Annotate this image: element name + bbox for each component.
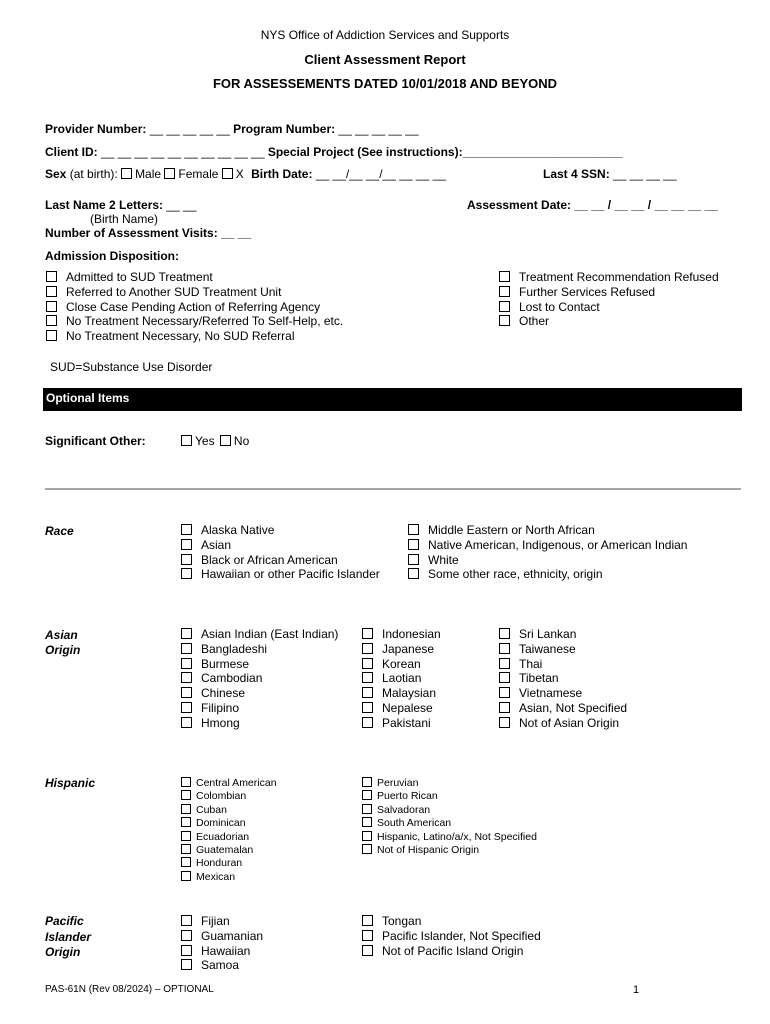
hispanic-option[interactable]: [362, 831, 537, 844]
hispanic-option-label: Guatemalan: [196, 844, 254, 857]
birth-date-field[interactable]: __ __/__ __/__ __ __ __: [315, 167, 446, 181]
hispanic-option[interactable]: [181, 777, 277, 790]
sex-label: Sex: [45, 167, 67, 181]
race-option-label: Native American, Indigenous, or American Indian: [428, 537, 688, 552]
admission-option-checkbox[interactable]: [499, 301, 510, 312]
race-option-checkbox[interactable]: [408, 554, 419, 565]
hispanic-option[interactable]: [181, 871, 277, 884]
hispanic-option-checkbox[interactable]: [181, 857, 191, 867]
birth-name-note: (Birth Name): [90, 212, 159, 226]
pacific-option[interactable]: [362, 944, 541, 959]
admission-option[interactable]: [46, 285, 343, 300]
significant-other-no-label: No: [233, 434, 250, 448]
program-number-label: Program Number:: [233, 122, 336, 136]
asian-option[interactable]: [362, 716, 441, 731]
provider-row: [45, 122, 419, 136]
visits-field[interactable]: __ __: [221, 226, 252, 240]
hispanic-option-label: Colombian: [196, 790, 247, 803]
race-options-col1: [181, 523, 380, 582]
assessment-date-group: [467, 198, 718, 212]
special-project-field[interactable]: ________________________: [462, 145, 623, 159]
race-option-label: Asian: [201, 537, 232, 552]
hispanic-option-checkbox[interactable]: [181, 804, 191, 814]
race-option[interactable]: [181, 538, 380, 553]
pacific-option[interactable]: [181, 929, 263, 944]
pacific-option-label: Not of Pacific Island Origin: [382, 943, 524, 958]
asian-option-checkbox[interactable]: [362, 702, 373, 713]
hispanic-option[interactable]: [181, 790, 277, 803]
ssn-label: Last 4 SSN:: [543, 167, 610, 181]
asian-option-label: Not of Asian Origin: [519, 715, 620, 730]
asian-origin-label-line2: Origin: [45, 643, 81, 657]
sud-footnote: SUD=Substance Use Disorder: [50, 360, 213, 374]
admission-option[interactable]: [46, 300, 343, 315]
sex-female-label: Female: [178, 167, 219, 181]
hispanic-option-checkbox[interactable]: [181, 817, 191, 827]
asian-option-checkbox[interactable]: [362, 658, 373, 669]
asian-option-checkbox[interactable]: [181, 717, 192, 728]
form-subtitle: FOR ASSESSEMENTS DATED 10/01/2018 AND BEYOND: [212, 76, 558, 91]
asian-option-label: Cambodian: [201, 671, 263, 686]
admission-option-checkbox[interactable]: [46, 286, 57, 297]
hispanic-option[interactable]: [181, 831, 277, 844]
admission-option-checkbox[interactable]: [46, 330, 57, 341]
asian-option-label: Asian, Not Specified: [519, 700, 628, 715]
hispanic-option-checkbox[interactable]: [181, 831, 191, 841]
pacific-option-label: Hawaiian: [201, 943, 251, 958]
hispanic-option[interactable]: [362, 777, 537, 790]
birth-date-label: Birth Date:: [251, 167, 313, 181]
asian-option[interactable]: [362, 627, 441, 642]
asian-options-col2: [362, 627, 441, 731]
hispanic-option[interactable]: [362, 844, 537, 857]
client-id-label: Client ID:: [45, 145, 98, 159]
hispanic-option-checkbox[interactable]: [362, 817, 372, 827]
special-project-label: Special Project (See instructions):: [267, 145, 463, 159]
section-divider: [45, 488, 741, 490]
asian-option[interactable]: [499, 642, 627, 657]
admission-option-label: Referred to Another SUD Treatment Unit: [66, 284, 282, 299]
asian-option-checkbox[interactable]: [362, 628, 373, 639]
asian-option-label: Indonesian: [382, 627, 441, 641]
hispanic-option-label: Salvadoran: [377, 803, 431, 816]
hispanic-option-checkbox[interactable]: [362, 844, 372, 854]
admission-option-label: Close Case Pending Action of Referring Agency: [66, 299, 321, 314]
asian-option-checkbox[interactable]: [362, 672, 373, 683]
asian-option-label: Laotian: [382, 671, 422, 686]
race-option-checkbox[interactable]: [408, 539, 419, 550]
race-option-checkbox[interactable]: [408, 524, 419, 535]
hispanic-option[interactable]: [181, 844, 277, 857]
race-option[interactable]: [408, 523, 687, 538]
asian-option-label: Japanese: [382, 641, 435, 656]
admission-option-label: Admitted to SUD Treatment: [66, 270, 213, 284]
admission-option-checkbox[interactable]: [46, 301, 57, 312]
asian-option[interactable]: [181, 701, 338, 716]
asian-option-label: Sri Lankan: [519, 627, 577, 641]
asian-option[interactable]: [362, 657, 441, 672]
hispanic-option-checkbox[interactable]: [362, 790, 372, 800]
race-option-label: Middle Eastern or North African: [428, 523, 595, 537]
admission-option-label: Treatment Recommendation Refused: [519, 270, 719, 284]
admission-option[interactable]: [46, 314, 343, 329]
admission-option-checkbox[interactable]: [46, 315, 57, 326]
admission-option[interactable]: [499, 285, 719, 300]
asian-option[interactable]: [499, 627, 627, 642]
asian-option[interactable]: [362, 686, 441, 701]
asian-option-label: Korean: [382, 656, 421, 671]
asian-option[interactable]: [181, 716, 338, 731]
pacific-option-checkbox[interactable]: [362, 930, 373, 941]
page-number: 1: [633, 984, 640, 996]
race-option[interactable]: [408, 553, 687, 568]
asian-option[interactable]: [181, 671, 338, 686]
asian-option-checkbox[interactable]: [181, 628, 192, 639]
hispanic-option-checkbox[interactable]: [362, 777, 372, 787]
asian-option-label: Pakistani: [382, 715, 431, 730]
sex-male-checkbox[interactable]: [121, 168, 132, 179]
admission-option-checkbox[interactable]: [46, 271, 57, 282]
admission-option-checkbox[interactable]: [499, 315, 510, 326]
hispanic-option-label: Ecuadorian: [196, 830, 250, 843]
sex-male-label: Male: [135, 167, 162, 181]
hispanic-option-label: South American: [377, 817, 452, 830]
pacific-option-label: Pacific Islander, Not Specified: [382, 928, 541, 943]
admission-option[interactable]: [499, 270, 719, 285]
hispanic-option-checkbox[interactable]: [181, 790, 191, 800]
race-label: Race: [45, 524, 74, 538]
pacific-option[interactable]: [362, 914, 541, 929]
asian-option[interactable]: [181, 642, 338, 657]
race-option[interactable]: [408, 567, 687, 582]
sex-x-label: X: [235, 167, 244, 181]
assessment-date-field[interactable]: __ __ / __ __ / __ __ __ __: [574, 198, 718, 212]
ssn-field[interactable]: __ __ __ __: [613, 167, 677, 181]
sex-row: [45, 167, 446, 181]
sex-female-checkbox[interactable]: [164, 168, 175, 179]
asian-option-label: Tibetan: [519, 671, 559, 686]
asian-option-checkbox[interactable]: [181, 643, 192, 654]
admission-option-label: No Treatment Necessary/Referred To Self-Help, etc.: [66, 314, 344, 329]
pacific-label-line2: Islander: [45, 929, 92, 944]
race-option-checkbox[interactable]: [408, 568, 419, 579]
admission-option[interactable]: [499, 314, 719, 329]
hispanic-option[interactable]: [362, 790, 537, 803]
pacific-option-label: Tongan: [382, 914, 422, 928]
admission-option-label: Lost to Contact: [519, 299, 600, 314]
hispanic-option[interactable]: [181, 804, 277, 817]
program-number-field[interactable]: __ __ __ __ __: [338, 122, 419, 136]
admission-option[interactable]: [46, 329, 343, 344]
asian-option-label: Burmese: [201, 656, 250, 671]
race-option-checkbox[interactable]: [181, 524, 192, 535]
assessment-date-label: Assessment Date:: [467, 198, 572, 212]
pacific-option-checkbox[interactable]: [181, 930, 192, 941]
asian-option[interactable]: [499, 716, 627, 731]
asian-origin-label: [45, 628, 80, 658]
admission-option-label: Further Services Refused: [519, 284, 656, 299]
hispanic-option-label: Peruvian: [377, 777, 419, 789]
pacific-option-checkbox[interactable]: [181, 945, 192, 956]
race-option[interactable]: [181, 553, 380, 568]
visits-row: [45, 226, 251, 240]
hispanic-options-col2: [362, 777, 537, 857]
hispanic-option-label: Puerto Rican: [377, 790, 438, 803]
asian-option-label: Asian Indian (East Indian): [201, 627, 339, 641]
visits-label: Number of Assessment Visits:: [45, 226, 218, 240]
race-option-label: White: [428, 552, 459, 567]
asian-option-label: Chinese: [201, 686, 246, 701]
asian-option[interactable]: [499, 701, 627, 716]
race-option-label: Hawaiian or other Pacific Islander: [201, 567, 380, 582]
pacific-option-checkbox[interactable]: [362, 915, 373, 926]
agency-name: NYS Office of Addiction Services and Supports: [260, 28, 510, 42]
hispanic-label: Hispanic: [45, 776, 96, 790]
admission-option[interactable]: [499, 300, 719, 315]
significant-other-row: [45, 434, 146, 448]
hispanic-option-label: Hispanic, Latino/a/x, Not Specified: [377, 830, 537, 843]
sex-x-checkbox[interactable]: [222, 168, 233, 179]
race-option-label: Alaska Native: [201, 523, 275, 537]
significant-other-yes-label: Yes: [195, 434, 215, 448]
asian-option-checkbox[interactable]: [181, 702, 192, 713]
admission-option-checkbox[interactable]: [499, 286, 510, 297]
hispanic-option-label: Mexican: [196, 870, 236, 883]
hispanic-option-label: Honduran: [196, 857, 243, 870]
asian-option-checkbox[interactable]: [181, 672, 192, 683]
asian-option-label: Filipino: [201, 700, 240, 715]
pacific-islander-label: [45, 914, 91, 961]
race-option-checkbox[interactable]: [181, 568, 192, 579]
asian-option-label: Taiwanese: [519, 641, 576, 656]
asian-option-checkbox[interactable]: [181, 658, 192, 669]
asian-option-checkbox[interactable]: [499, 687, 510, 698]
client-id-field[interactable]: __ __ __ __ __ __ __ __ __ __: [101, 145, 265, 159]
asian-option[interactable]: [181, 686, 338, 701]
asian-option-checkbox[interactable]: [499, 672, 510, 683]
hispanic-options-col1: [181, 777, 277, 884]
admission-options-left: [46, 270, 343, 344]
hispanic-option-checkbox[interactable]: [181, 777, 191, 787]
asian-option[interactable]: [499, 657, 627, 672]
sex-note: (at birth):: [69, 167, 118, 181]
race-option[interactable]: [181, 567, 380, 582]
hispanic-option[interactable]: [362, 804, 537, 817]
optional-items-bar: Optional Items: [43, 388, 742, 411]
pacific-option-checkbox[interactable]: [181, 915, 192, 926]
hispanic-option-label: Not of Hispanic Origin: [377, 844, 480, 857]
form-id-footer: PAS-61N (Rev 08/2024) – OPTIONAL: [45, 984, 214, 995]
asian-options-col3: [499, 627, 627, 731]
race-options-col2: [408, 523, 687, 582]
asian-option-label: Nepalese: [382, 700, 433, 715]
pacific-label-line3: Origin: [45, 945, 81, 959]
pacific-option-checkbox[interactable]: [362, 945, 373, 956]
significant-other-options: [181, 434, 249, 448]
admission-option[interactable]: [46, 270, 343, 285]
last-name-label: Last Name 2 Letters:: [45, 198, 164, 212]
admission-option-checkbox[interactable]: [499, 271, 510, 282]
asian-options-col1: [181, 627, 338, 731]
race-option-checkbox[interactable]: [181, 554, 192, 565]
asian-option-label: Thai: [519, 656, 543, 671]
pacific-option[interactable]: [181, 958, 263, 973]
hispanic-option-label: Central American: [196, 777, 277, 789]
race-option-label: Black or African American: [201, 552, 338, 567]
provider-number-label: Provider Number:: [45, 122, 147, 136]
pacific-options-col1: [181, 914, 263, 973]
asian-option-checkbox[interactable]: [362, 687, 373, 698]
hispanic-option-label: Dominican: [196, 817, 246, 830]
provider-number-field[interactable]: __ __ __ __ __: [149, 122, 230, 136]
race-option[interactable]: [181, 523, 380, 538]
asian-option-checkbox[interactable]: [499, 658, 510, 669]
asian-option[interactable]: [181, 657, 338, 672]
pacific-option[interactable]: [362, 929, 541, 944]
asian-option[interactable]: [499, 671, 627, 686]
last-name-field[interactable]: __ __: [166, 198, 197, 212]
asian-option[interactable]: [181, 627, 338, 642]
race-option-label: Some other race, ethnicity, origin: [428, 567, 603, 582]
form-title: Client Assessment Report: [304, 52, 466, 67]
pacific-option-checkbox[interactable]: [181, 959, 192, 970]
client-id-row: [45, 145, 623, 159]
hispanic-option-checkbox[interactable]: [362, 831, 372, 841]
pacific-option-label: Guamanian: [201, 928, 264, 943]
asian-option-checkbox[interactable]: [362, 717, 373, 728]
admission-disposition-label: Admission Disposition:: [45, 249, 180, 263]
asian-option-label: Hmong: [201, 715, 240, 730]
pacific-option[interactable]: [181, 944, 263, 959]
last-name-row: [45, 198, 196, 212]
asian-option-checkbox[interactable]: [499, 628, 510, 639]
ssn-group: [543, 167, 676, 181]
asian-option-checkbox[interactable]: [499, 702, 510, 713]
asian-option[interactable]: [362, 642, 441, 657]
hispanic-option[interactable]: [181, 817, 277, 830]
hispanic-option[interactable]: [362, 817, 537, 830]
hispanic-option-checkbox[interactable]: [362, 804, 372, 814]
asian-option[interactable]: [362, 671, 441, 686]
hispanic-option-checkbox[interactable]: [181, 871, 191, 881]
asian-option-checkbox[interactable]: [499, 717, 510, 728]
pacific-option-label: Fijian: [201, 914, 230, 928]
asian-option-label: Bangladeshi: [201, 641, 268, 656]
hispanic-option-checkbox[interactable]: [181, 844, 191, 854]
significant-other-label: Significant Other:: [45, 434, 146, 448]
asian-option-label: Vietnamese: [519, 686, 583, 701]
race-option[interactable]: [408, 538, 687, 553]
pacific-label-line1: Pacific: [45, 914, 84, 928]
asian-option[interactable]: [362, 701, 441, 716]
pacific-option[interactable]: [181, 914, 263, 929]
admission-option-label: Other: [519, 314, 550, 329]
asian-option-label: Malaysian: [382, 686, 437, 701]
asian-option-checkbox[interactable]: [181, 687, 192, 698]
hispanic-option[interactable]: [181, 857, 277, 870]
asian-option[interactable]: [499, 686, 627, 701]
pacific-options-col2: [362, 914, 541, 958]
admission-option-label: No Treatment Necessary, No SUD Referral: [66, 329, 295, 344]
hispanic-option-label: Cuban: [196, 803, 227, 816]
admission-options-right: [499, 270, 719, 329]
pacific-option-label: Samoa: [201, 958, 240, 973]
significant-other-no-checkbox[interactable]: [220, 435, 231, 446]
asian-option-checkbox[interactable]: [362, 643, 373, 654]
asian-origin-label-line1: Asian: [45, 628, 78, 642]
race-option-checkbox[interactable]: [181, 539, 192, 550]
significant-other-yes-checkbox[interactable]: [181, 435, 192, 446]
asian-option-checkbox[interactable]: [499, 643, 510, 654]
